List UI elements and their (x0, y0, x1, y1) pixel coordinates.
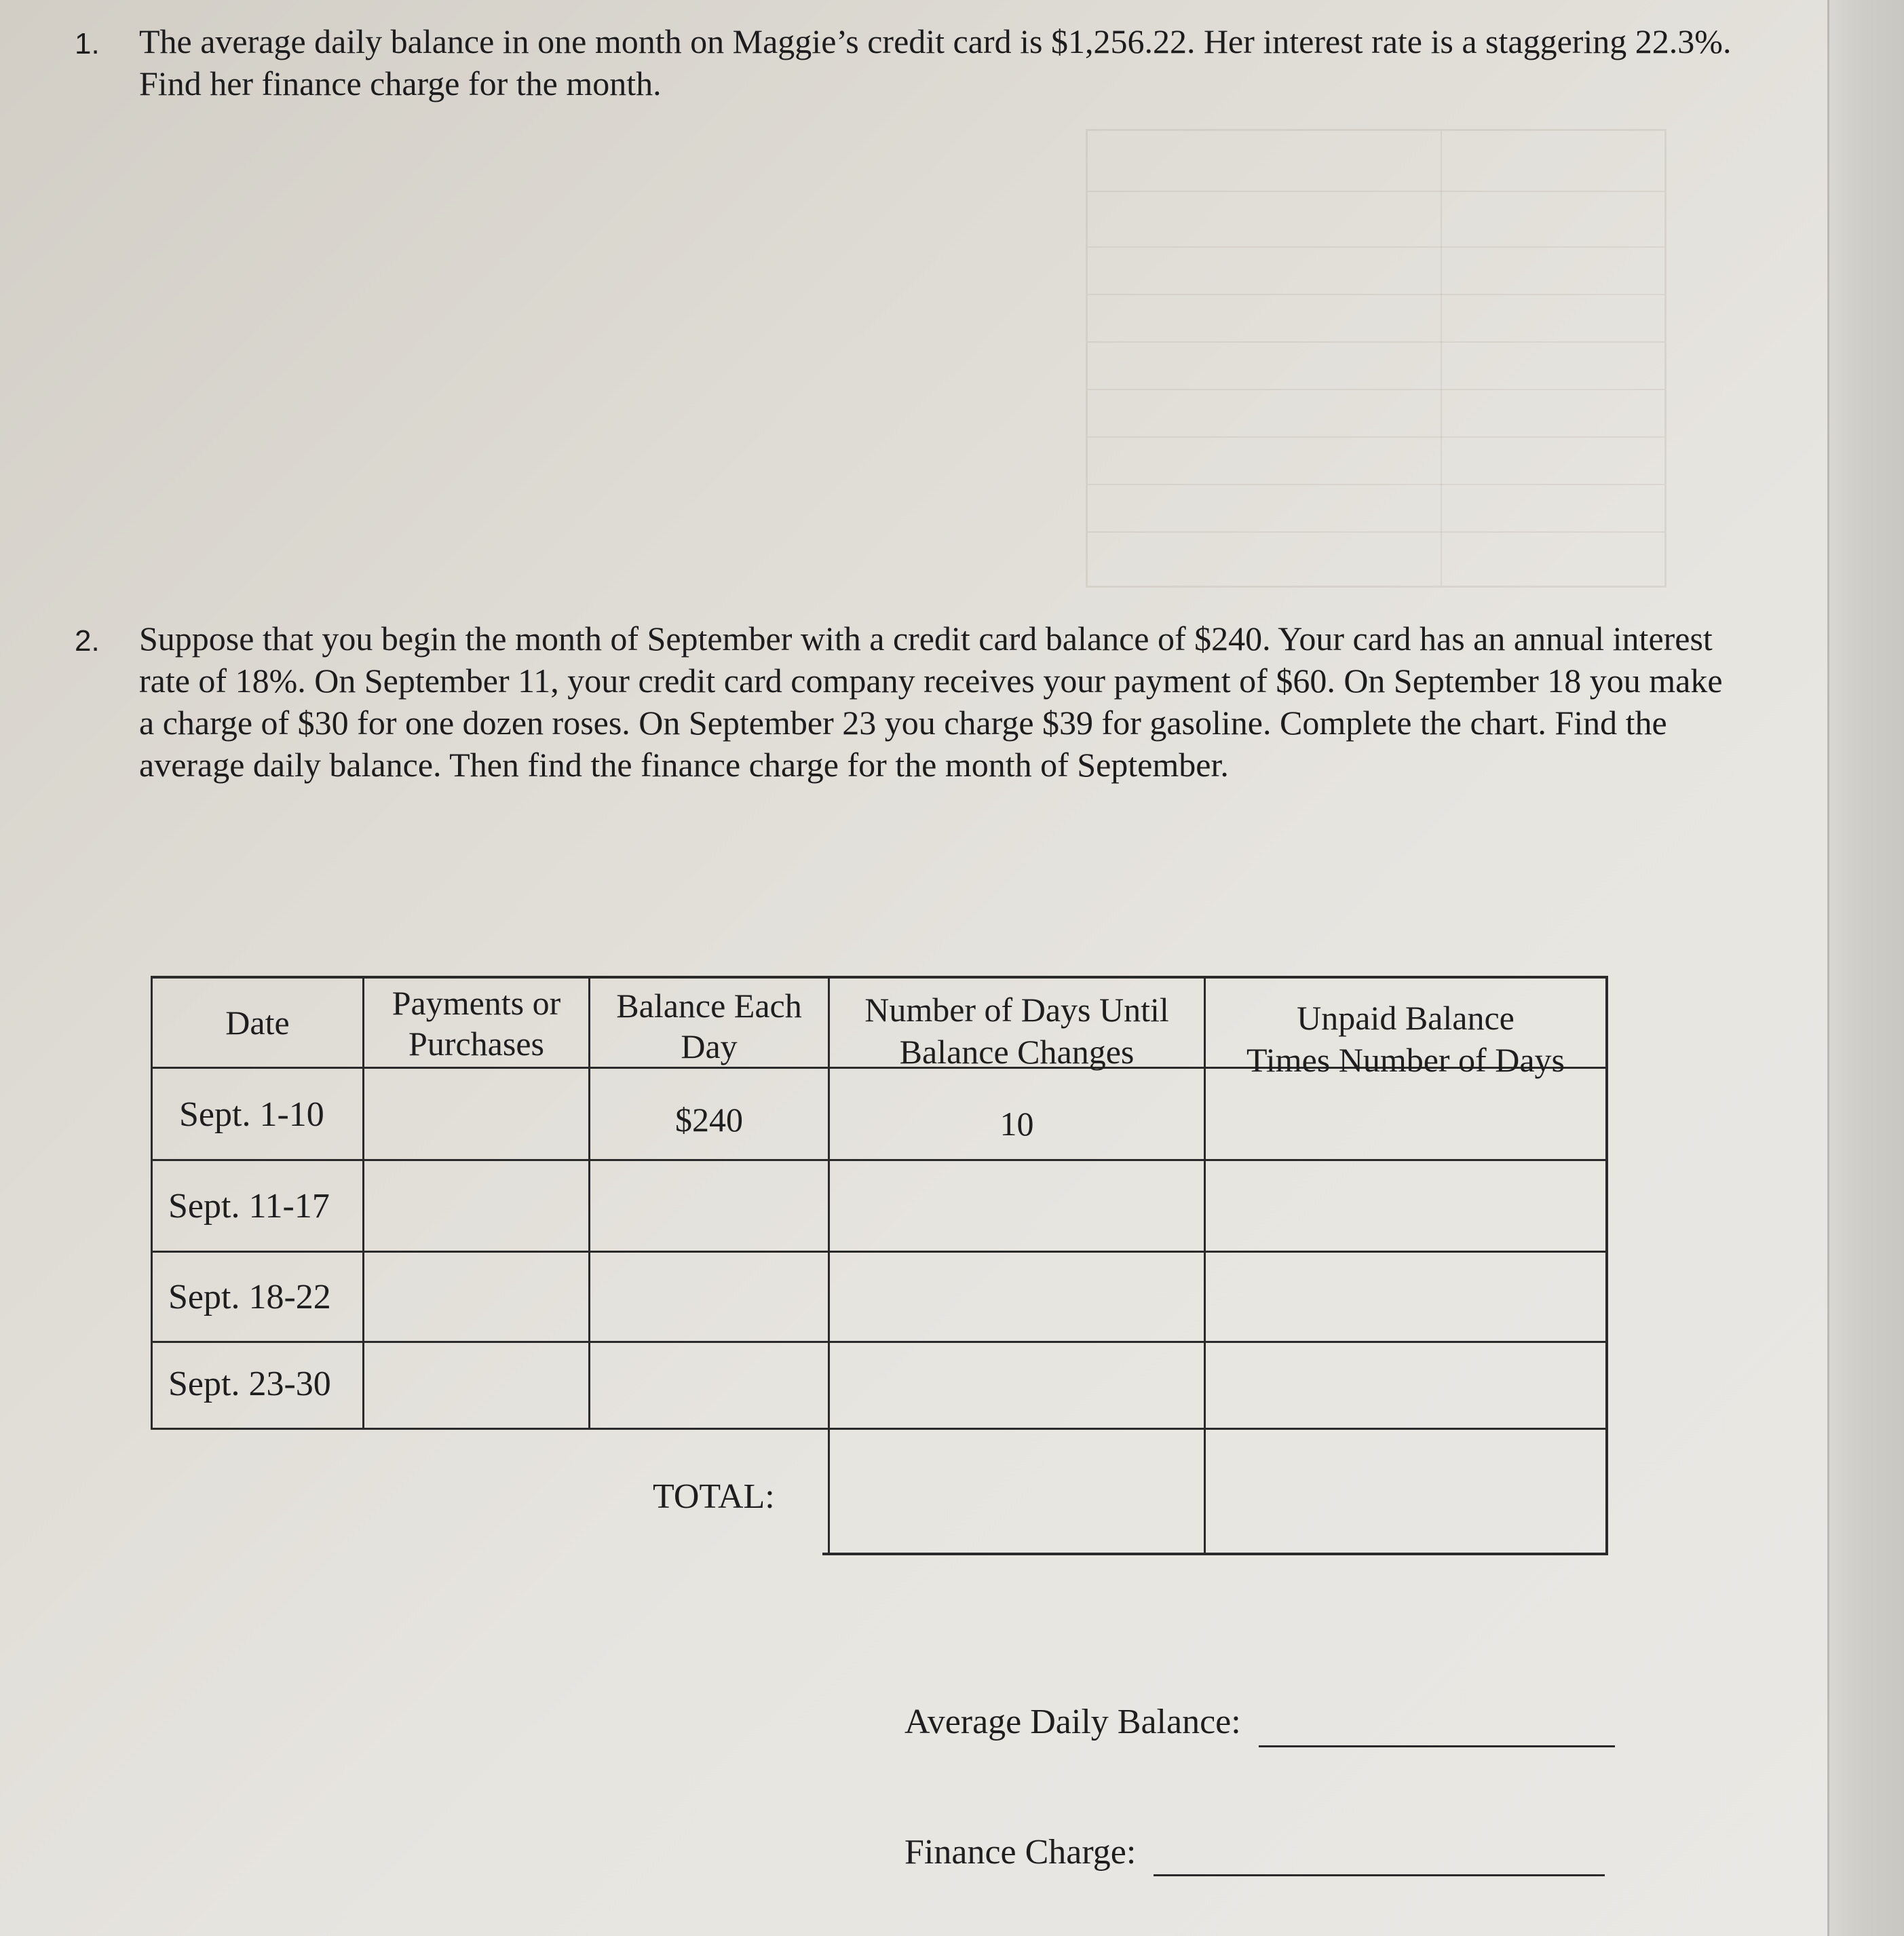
total-label: TOTAL: (653, 1477, 775, 1516)
header-balance-line1: Balance Each (616, 987, 802, 1025)
table-rule (151, 1251, 1608, 1253)
header-unpaid-line2: Times Number of Days (1246, 1041, 1565, 1079)
header-payments-line2: Purchases (408, 1025, 544, 1063)
header-unpaid-line1: Unpaid Balance (1297, 999, 1515, 1037)
row-date: Sept. 23-30 (168, 1365, 331, 1403)
balance-cell[interactable]: $240 (675, 1101, 743, 1139)
question-number: 2. (75, 624, 100, 658)
show-through-table (1086, 129, 1667, 588)
header-balance-line2: Day (681, 1027, 738, 1065)
days-cell[interactable]: 10 (999, 1105, 1034, 1143)
table-border (1605, 976, 1608, 1555)
finance-charge-label: Finance Charge: (905, 1833, 1137, 1872)
row-date: Sept. 18-22 (168, 1278, 331, 1316)
row-date: Sept. 11-17 (168, 1187, 330, 1226)
table-border (151, 976, 1608, 979)
header-payments-line1: Payments or (392, 984, 561, 1022)
header-days-line1: Number of Days Until (864, 991, 1169, 1029)
question-text: The average daily balance in one month on Maggie’s credit card is $1,256.22. Her interest rate is a staggering 22.3%. Find her finance charge for the month. (139, 22, 1732, 102)
header-days-line2: Balance Changes (899, 1033, 1135, 1071)
table-border (822, 1553, 1608, 1555)
average-daily-balance-label: Average Daily Balance: (905, 1703, 1241, 1741)
average-daily-balance-blank[interactable] (1259, 1745, 1615, 1747)
row-date: Sept. 1-10 (179, 1095, 324, 1134)
finance-charge-blank[interactable] (1154, 1874, 1605, 1876)
table-rule (151, 1341, 1608, 1343)
table-border (151, 1428, 1608, 1430)
table-rule (151, 1159, 1608, 1161)
adjacent-page-edge (1827, 0, 1904, 1936)
header-date: Date (225, 1004, 290, 1042)
question-number: 1. (75, 27, 100, 60)
question-text: Suppose that you begin the month of September with a credit card balance of $240. Your card has an annual interest rate of 18%. On September 11, your credit card company receives your payment of $60. On September 18 you make a charge of $30 for one dozen roses. On September 23 you charge $39 for gasoline. Complete the chart. Find the average daily balance. Then find the finance charge for the month of September. (139, 620, 1723, 784)
table-border (151, 976, 153, 1430)
